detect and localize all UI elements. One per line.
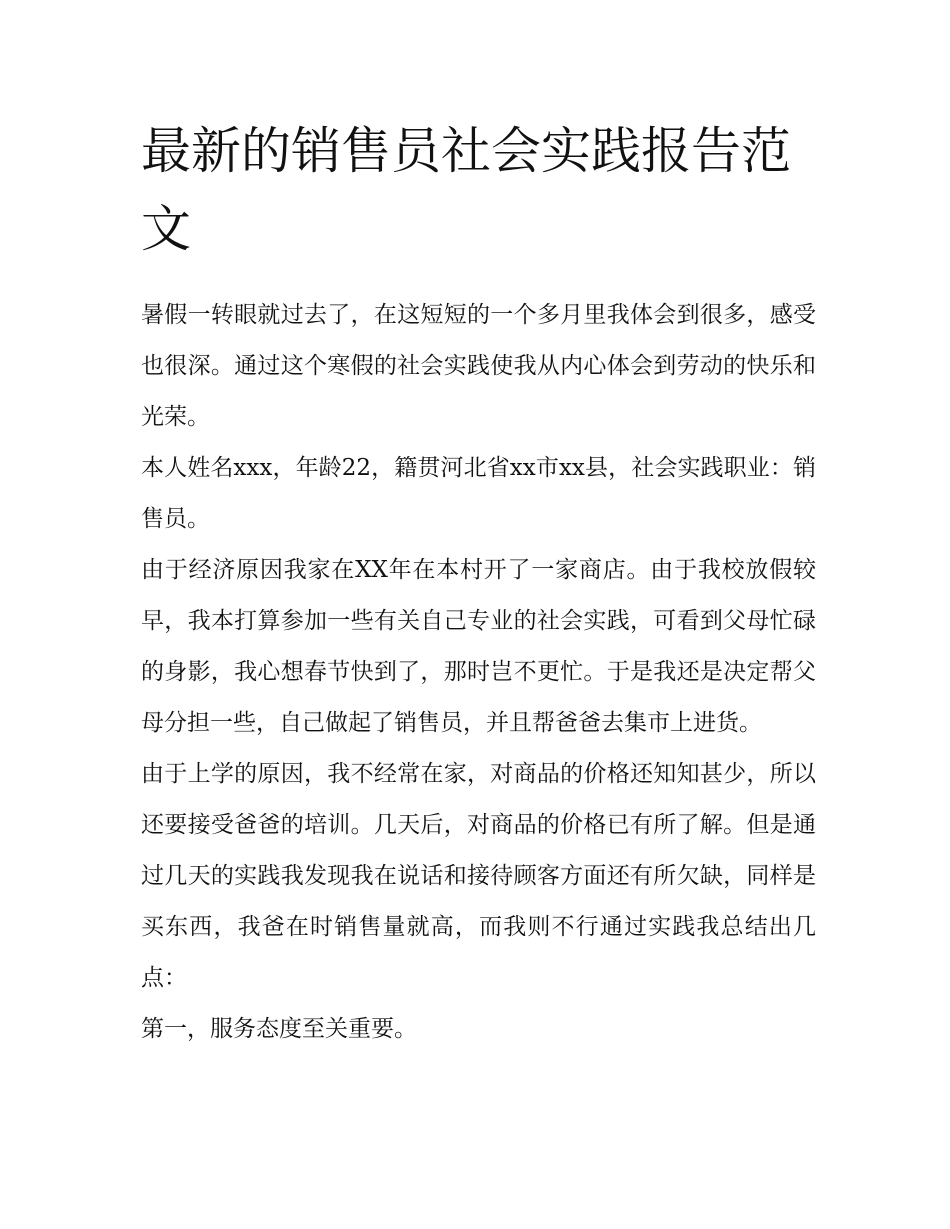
document-title: 最新的销售员社会实践报告范文 [141,122,791,258]
paragraph-personal-info: 本人姓名xxx，年龄22，籍贯河北省xx市xx县，社会实践职业：销售员。 [141,455,816,532]
paragraph-background: 由于经济原因我家在XX年在本村开了一家商店。由于我校放假较早，我本打算参加一些有关自己专业的社会实践，可看到父母忙碌的身影，我心想春节快到了，那时岂不更忙。于是我还是决定帮父母分担一些，自己做起了销售员，并且帮爸爸去集市上进货。 [141,557,816,736]
paragraph-point-one: 第一，服务态度至关重要。 [141,1016,417,1042]
paragraph-intro: 暑假一转眼就过去了，在这短短的一个多月里我体会到很多，感受也很深。通过这个寒假的社会实践使我从内心体会到劳动的快乐和光荣。 [141,302,816,430]
paragraph-experience: 由于上学的原因，我不经常在家，对商品的价格还知知甚少，所以还要接受爸爸的培训。几天后，对商品的价格已有所了解。但是通过几天的实践我发现我在说话和接待顾客方面还有所欠缺，同样是买东西，我爸在时销售量就高，而我则不行通过实践我总结出几点： [141,761,816,991]
document-body [141,290,816,1055]
document-content [141,112,816,1055]
